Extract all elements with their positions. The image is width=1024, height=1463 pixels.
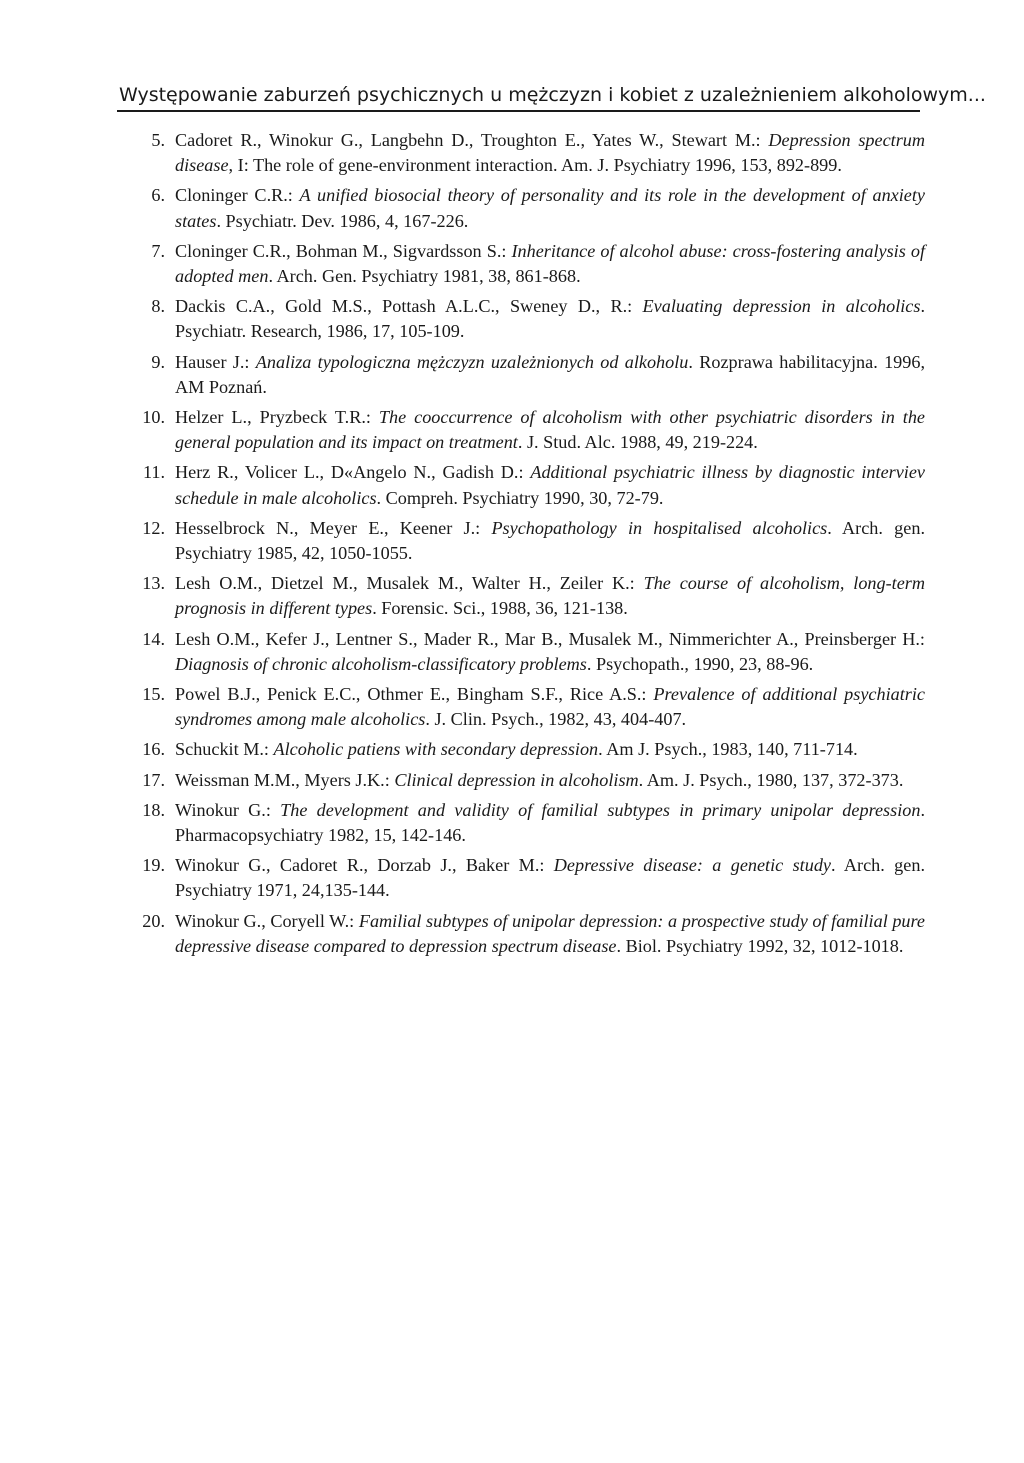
reference-number: 6. (151, 185, 165, 206)
reference-authors: Hesselbrock N., Meyer E., Keener J.: (175, 517, 492, 538)
reference-number: 13. (142, 573, 165, 594)
reference-source: . Pharmacopsychiatry 1982, 15, 142-146. (175, 799, 925, 846)
reference-authors: Winokur G.: (175, 799, 281, 820)
reference-item (135, 128, 925, 178)
reference-source: . Am. J. Psych., 1980, 137, 372-373. (638, 769, 904, 790)
reference-title: Clinical depression in alcoholism (394, 769, 639, 790)
reference-item (135, 798, 925, 848)
reference-authors: Winokur G., Cadoret R., Dorzab J., Baker M.: (175, 855, 554, 876)
reference-item (135, 682, 925, 732)
reference-authors: Herz R., Volicer L., D«Angelo N., Gadish D.: (175, 462, 531, 483)
reference-item (135, 909, 925, 959)
reference-title: The course of alcoholism, long-term prognosis in different types (175, 573, 925, 619)
reference-source: . Biol. Psychiatry 1992, 32, 1012-1018. (616, 935, 904, 956)
reference-item (135, 516, 925, 566)
reference-number: 14. (142, 628, 165, 649)
reference-source: . Arch. gen. Psychiatry 1985, 42, 1050-1055. (175, 517, 925, 564)
reference-title: Familial subtypes of unipolar depression: a prospective study of familial pure depressive disease compared to depression spectrum disease (175, 910, 925, 956)
reference-authors: Dackis C.A., Gold M.S., Pottash A.L.C., Sweney D., R.: (175, 296, 643, 317)
reference-authors: Cadoret R., Winokur G., Langbehn D., Troughton E., Yates W., Stewart M.: (175, 130, 769, 150)
reference-title: Depressive disease: a genetic study (553, 855, 831, 876)
reference-title: Diagnosis of chronic alcoholism-classificatory problems (175, 653, 587, 674)
reference-source: . J. Stud. Alc. 1988, 49, 219-224. (517, 432, 758, 453)
reference-number: 20. (142, 910, 165, 931)
reference-item (135, 737, 925, 762)
reference-title: Evaluating depression in alcoholics (642, 296, 921, 317)
reference-authors: Winokur G., Coryell W.: (175, 910, 359, 931)
reference-title: Alcoholic patiens with secondary depression (273, 739, 599, 760)
reference-number: 12. (142, 517, 165, 538)
reference-authors: Cloninger C.R.: (175, 185, 300, 206)
reference-source: . Psychiatr. Research, 1986, 17, 105-109. (175, 296, 925, 342)
reference-source: . Psychopath., 1990, 23, 88-96. (586, 653, 814, 674)
reference-number: 17. (142, 769, 165, 790)
reference-item (135, 239, 925, 289)
reference-number: 5. (151, 130, 165, 150)
header-rule (117, 110, 920, 112)
reference-authors: Hauser J.: (175, 351, 256, 372)
reference-list (135, 128, 925, 964)
reference-item (135, 571, 925, 621)
reference-number: 9. (151, 351, 165, 372)
running-head: Występowanie zaburzeń psychicznych u mężczyzn i kobiet z uzależnieniem alkoholowym... (119, 84, 986, 106)
reference-item (135, 294, 925, 344)
reference-title: Inheritance of alcohol abuse: cross-fostering analysis of adopted men (175, 240, 925, 287)
reference-source: . Arch. Gen. Psychiatry 1981, 38, 861-868. (268, 266, 581, 287)
reference-authors: Cloninger C.R., Bohman M., Sigvardsson S.: (175, 240, 512, 261)
reference-title: The cooccurrence of alcoholism with other psychiatric disorders in the general population and its impact on treatment (175, 407, 926, 453)
reference-item (135, 627, 925, 677)
reference-authors: Lesh O.M., Kefer J., Lentner S., Mader R., Mar B., Musalek M., Nimmerichter A., Preinsberger H.: (175, 628, 925, 649)
reference-source: . Compreh. Psychiatry 1990, 30, 72-79. (376, 487, 664, 508)
reference-title: Depression spectrum disease (175, 130, 925, 176)
reference-item (135, 460, 925, 510)
reference-item (135, 405, 925, 455)
reference-source: . Arch. gen. Psychiatry 1971, 24,135-144. (175, 855, 925, 901)
reference-number: 15. (142, 684, 165, 705)
reference-source: , I: The role of gene-environment interaction. Am. J. Psychiatry 1996, 153, 892-899. (228, 155, 842, 176)
reference-number: 8. (151, 296, 165, 317)
reference-source: . Rozprawa habilitacyjna. 1996, AM Poznań. (175, 351, 925, 397)
reference-source: . J. Clin. Psych., 1982, 43, 404-407. (425, 709, 687, 730)
reference-source: . Am J. Psych., 1983, 140, 711-714. (598, 739, 858, 760)
reference-number: 7. (151, 240, 165, 261)
reference-item (135, 350, 925, 400)
reference-number: 18. (142, 799, 165, 820)
reference-item (135, 183, 925, 233)
reference-number: 10. (142, 407, 165, 428)
reference-title: The development and validity of familial subtypes in primary unipolar depression (280, 799, 921, 820)
reference-authors: Lesh O.M., Dietzel M., Musalek M., Walter H., Zeiler K.: (175, 573, 644, 594)
reference-source: . Psychiatr. Dev. 1986, 4, 167-226. (216, 210, 469, 231)
reference-item (135, 768, 925, 793)
reference-number: 16. (142, 739, 165, 760)
reference-title: Psychopathology in hospitalised alcoholics (491, 517, 828, 538)
reference-authors: Powel B.J., Penick E.C., Othmer E., Bingham S.F., Rice A.S.: (175, 684, 654, 705)
reference-authors: Helzer L., Pryzbeck T.R.: (175, 407, 379, 428)
reference-number: 19. (142, 855, 165, 876)
reference-title: Prevalence of additional psychiatric syndromes among male alcoholics (175, 684, 925, 730)
reference-item (135, 853, 925, 903)
reference-title: Additional psychiatric illness by diagnostic interviev schedule in male alcoholics (175, 462, 925, 508)
reference-number: 11. (142, 462, 165, 483)
reference-authors: Weissman M.M., Myers J.K.: (175, 769, 395, 790)
reference-title: A unified biosocial theory of personality and its role in the development of anxiety states (175, 185, 925, 231)
reference-source: . Forensic. Sci., 1988, 36, 121-138. (372, 598, 628, 619)
reference-authors: Schuckit M.: (175, 739, 274, 760)
reference-title: Analiza typologiczna mężczyzn uzależnionych od alkoholu (255, 351, 689, 372)
